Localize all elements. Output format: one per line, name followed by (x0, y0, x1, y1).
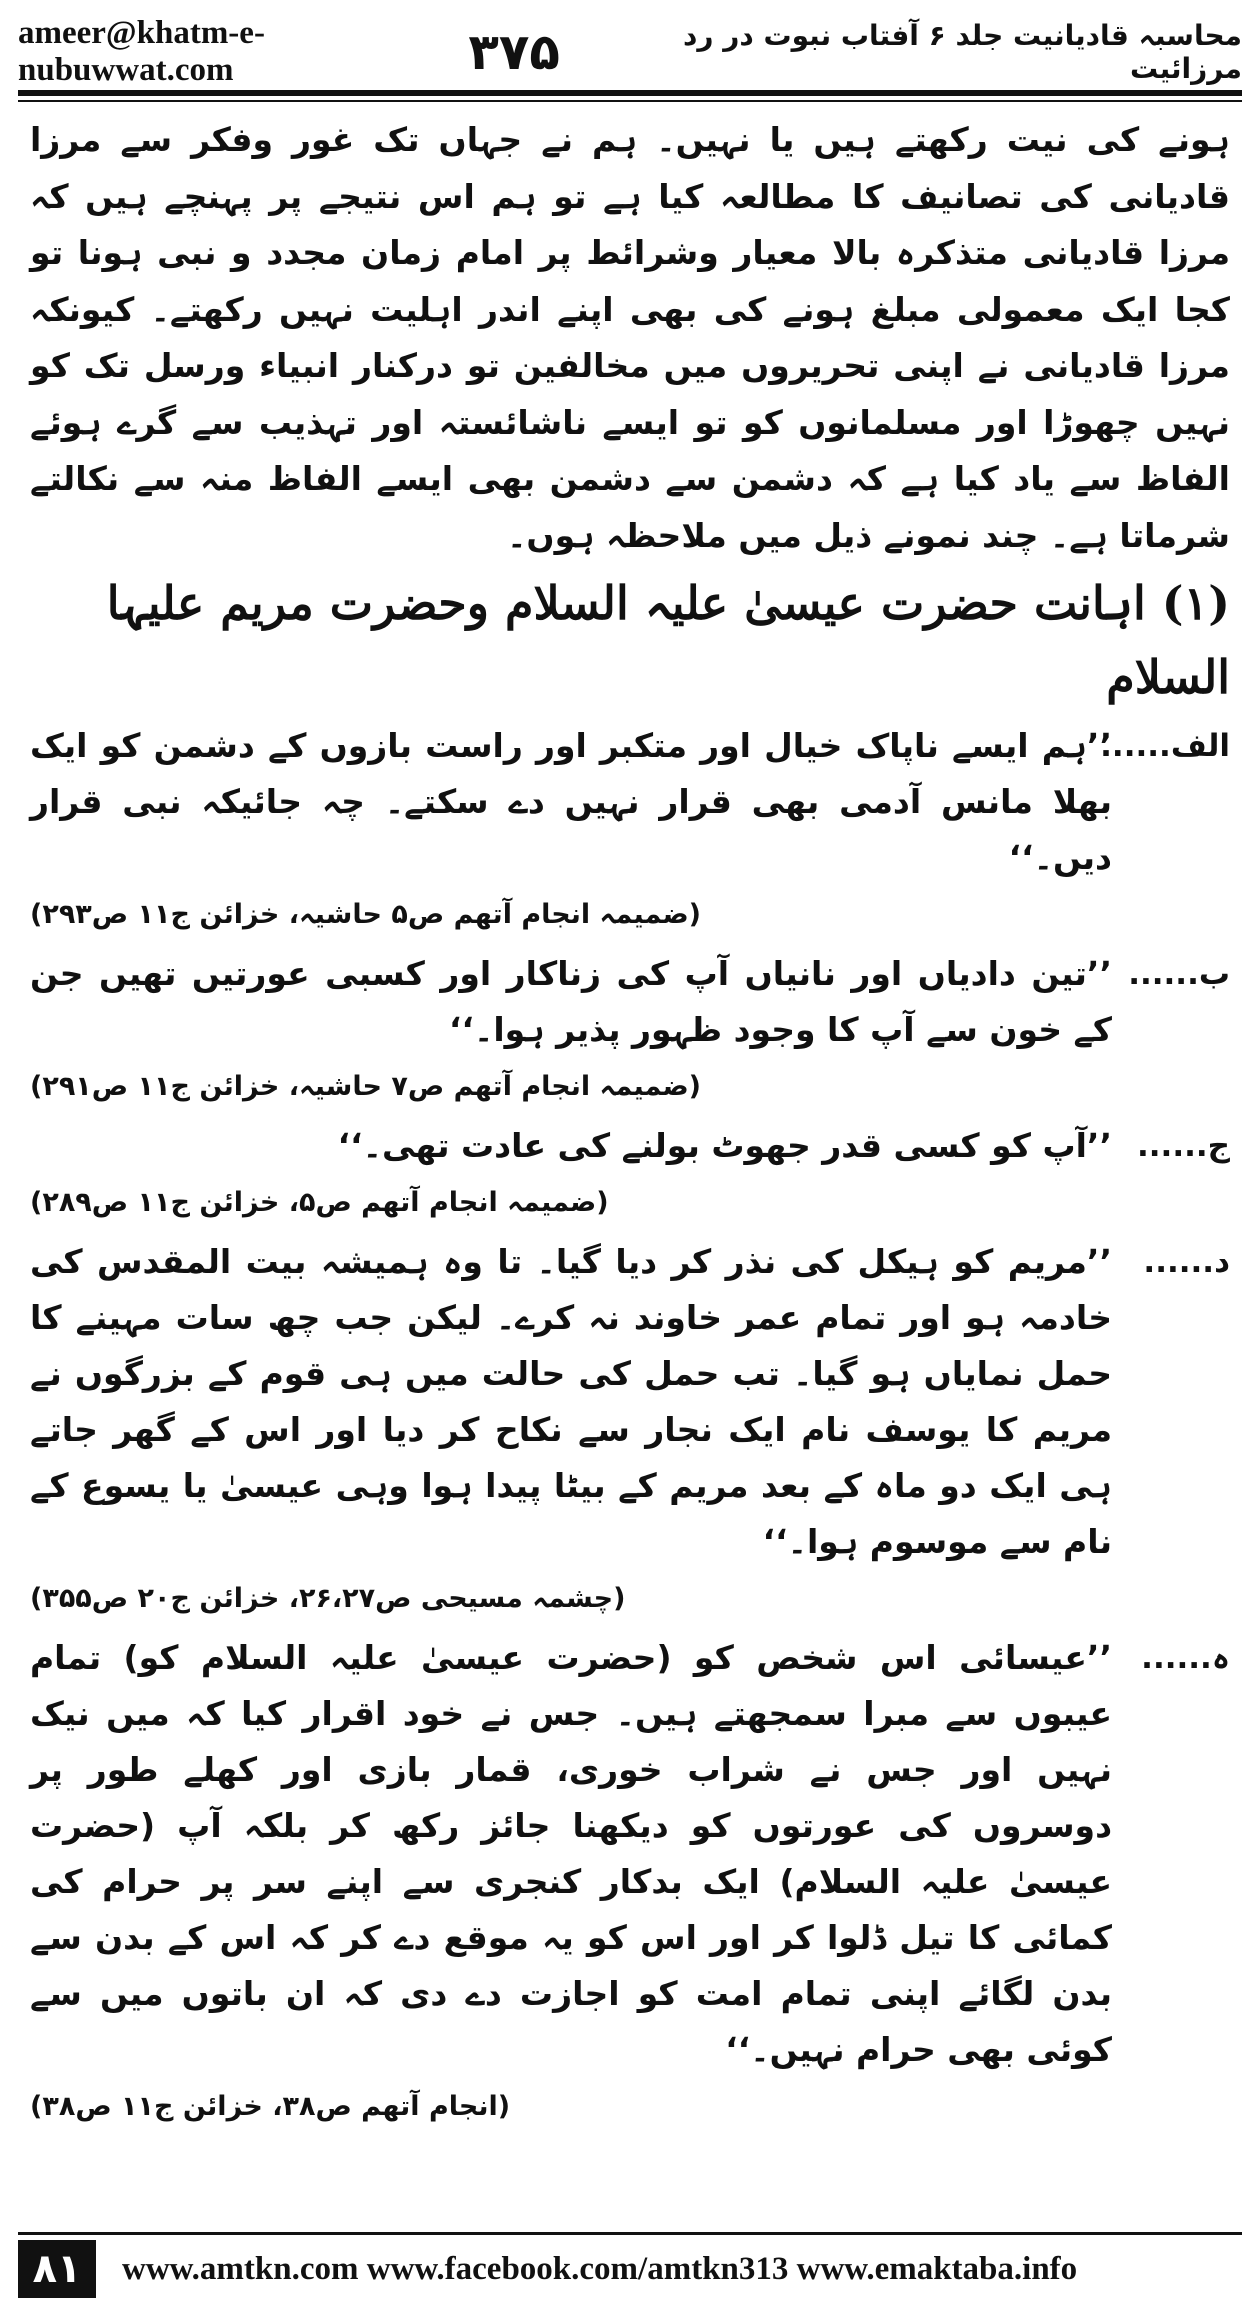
quote-item-alif (30, 718, 1230, 886)
quote-item-dal (30, 1234, 1230, 1570)
quote-label: د...... (1143, 1244, 1230, 1280)
quote-label: الف...... (1100, 728, 1230, 764)
footer-rule (18, 2232, 1242, 2235)
quote-item-be (30, 946, 1230, 1058)
intro-paragraph: ہونے کی نیت رکھتے ہیں یا نہیں۔ ہم نے جہاں تک غور وفکر سے مرزا قادیانی کی تصانیف کا مطالعہ کیا ہے تو ہم اس نتیجے پر پہنچے ہیں کہ مرزا قادیانی متذکرہ بالا معیار وشرائط پر امام زمان مجدد و نبی ہونا تو کجا ایک معمولی مبلغ ہونے کی بھی اپنے اندر اہلیت نہیں رکھتے۔ کیونکہ مرزا قادیانی نے اپنی تحریروں میں مخالفین تو درکنار انبیاء ورسل تک کو نہیں چھوڑا اور مسلمانوں کو تو ایسے ناشائستہ اور تہذیب سے گرے ہوئے الفاظ سے یاد کیا ہے کہ دشمن سے دشمن بھی ایسے الفاظ منہ سے نکالتے شرماتا ہے۔ چند نمونے ذیل میں ملاحظہ ہوں۔ (30, 120, 1230, 555)
book-title: محاسبہ قادیانیت جلد ۶ آفتاب نبوت در رد مرزائیت (683, 19, 1242, 85)
quote-label: ب...... (1128, 956, 1230, 992)
quote-citation: (ضمیمہ انجام آتھم ص۵، خزائن ج۱۱ ص۲۸۹) (30, 1187, 609, 1218)
quote-text: ’’عیسائی اس شخص کو (حضرت عیسیٰ علیہ السلام کو) تمام عیبوں سے مبرا سمجھتے ہیں۔ جس نے خود اقرار کیا کہ میں نیک نہیں اور جس نے شراب خوری، قمار بازی اور کھلے طور پر دوسروں کی عورتوں کو دیکھنا جائز رکھ کر بلکہ آپ (حضرت عیسیٰ علیہ السلام) ایک بدکار کنجری سے اپنے سر پر حرام کی کمائی کا تیل ڈلوا کر اور اس کو یہ موقع دے کر کہ اس کے بدن سے بدن لگائے اپنی تمام امت کو اجازت دے دی کہ ان باتوں میں سے کوئی بھی حرام نہیں۔‘‘ (30, 1638, 1112, 2069)
header-email: ameer@khatm-e-nubuwwat.com (18, 15, 265, 88)
page-footer (18, 2240, 1242, 2298)
section-heading: (۱) اہانت حضرت عیسیٰ علیہ السلام وحضرت مریم علیہا السلام (106, 576, 1230, 704)
quote-citation: (ضمیمہ انجام آتھم ص۷ حاشیہ، خزائن ج۱۱ ص۲۹۱) (30, 1071, 702, 1102)
page-body (30, 112, 1230, 2138)
quote-text: ’’مریم کو ہیکل کی نذر کر دیا گیا۔ تا وہ ہمیشہ بیت المقدس کی خادمہ ہو اور تمام عمر خاوند نہ کرے۔ لیکن جب چھ سات مہینے کا حمل نمایاں ہو گیا۔ تب حمل کی حالت میں ہی قوم کے بزرگوں نے مریم کا یوسف نام ایک نجار سے نکاح کر دیا اور اس کے گھر جاتے ہی ایک دو ماہ کے بعد مریم کے بیٹا پیدا ہوا وہی عیسیٰ یا یسوع کے نام سے موسوم ہوا۔‘‘ (30, 1242, 1112, 1561)
header-rule-thin (18, 100, 1242, 102)
quote-citation: (ضمیمہ انجام آتھم ص۵ حاشیہ، خزائن ج۱۱ ص۲۹۳) (30, 899, 702, 930)
header-rule-thick (18, 90, 1242, 96)
quote-text: ’’آپ کو کسی قدر جھوٹ بولنے کی عادت تھی۔‘‘ (337, 1126, 1112, 1165)
header-title-group (468, 19, 1242, 85)
quote-text: ’’ہم ایسے ناپاک خیال اور متکبر اور راست بازوں کے دشمن کو ایک بھلا مانس آدمی بھی قرار نہیں دے سکتے۔ چہ جائیکہ نبی قرار دیں۔‘‘ (30, 726, 1112, 877)
page-header (18, 15, 1242, 88)
book-page-number: ۳۷۵ (468, 23, 560, 81)
quote-citation: (انجام آتھم ص۳۸، خزائن ج۱۱ ص۳۸) (30, 2091, 511, 2122)
quote-label: ج...... (1137, 1128, 1230, 1164)
quote-text: ’’تین دادیاں اور نانیاں آپ کی زناکار اور کسبی عورتیں تھیں جن کے خون سے آپ کا وجود ظہور پذیر ہوا۔‘‘ (30, 954, 1112, 1049)
footer-links: www.amtkn.com www.facebook.com/amtkn313 www.emaktaba.info (122, 2250, 1078, 2287)
quote-item-jeem (30, 1118, 1230, 1174)
quote-item-he (30, 1630, 1230, 2078)
quote-label: ہ...... (1141, 1640, 1230, 1676)
footer-page-number: ۸۱ (18, 2240, 96, 2298)
quote-citation: (چشمہ مسیحی ص۲۶،۲۷، خزائن ج۲۰ ص۳۵۵) (30, 1583, 626, 1614)
